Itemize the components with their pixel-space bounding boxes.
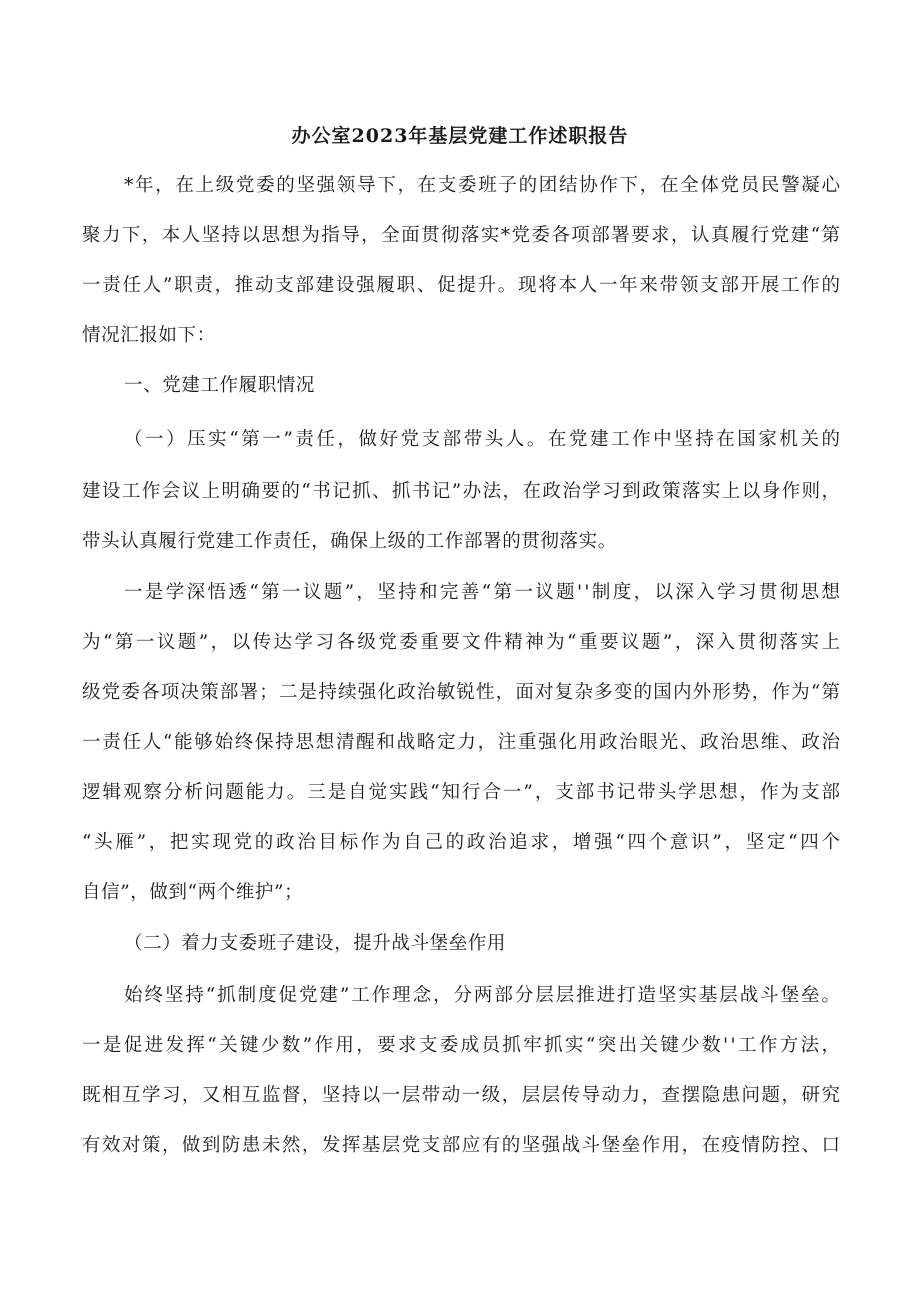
paragraph-line: 一责任人”职责，推动支部建设强履职、促提升。现将本人一年来带领支部开展工作的 <box>82 275 842 296</box>
paragraph-line: *年，在上级党委的坚强领导下，在支委班子的团结协作下，在全体党员民警凝心 <box>124 175 842 196</box>
paragraph-line: 情况汇报如下： <box>82 325 216 346</box>
paragraph-line: 级党委各项决策部署；二是持续强化政治敏锐性，面对复杂多变的国内外形势，作为“第 <box>82 682 842 703</box>
paragraph-line: 逻辑观察分析问题能力。三是自觉实践“知行合一”，支部书记带头学思想，作为支部 <box>82 782 842 803</box>
paragraph-line: 建设工作会议上明确要的“书记抓、抓书记”办法，在政治学习到政策落实上以身作则， <box>82 481 842 502</box>
paragraph-line: 聚力下，本人坚持以思想为指导，全面贯彻落实*党委各项部署要求，认真履行党建“第 <box>82 225 842 246</box>
paragraph-line: 一责任人“能够始终保持思想清醒和战略定力，注重强化用政治眼光、政治思维、政治 <box>82 732 842 753</box>
paragraph-line: 有效对策，做到防患未然，发挥基层党支部应有的坚强战斗堡垒作用，在疫情防控、口 <box>82 1135 842 1156</box>
paragraph-line: 带头认真履行党建工作责任，确保上级的工作部署的贯彻落实。 <box>82 531 617 552</box>
paragraph-line: 既相互学习，又相互监督，坚持以一层带动一级，层层传导动力，查摆隐患问题，研究 <box>82 1085 842 1106</box>
document-title: 办公室2023年基层党建工作述职报告 <box>291 125 629 147</box>
section-heading: 一、党建工作履职情况 <box>124 375 316 396</box>
paragraph-line: 始终坚持“抓制度促党建”工作理念，分两部分层层推进打造坚实基层战斗堡垒。 <box>124 985 842 1006</box>
subsection-heading: （二）着力支委班子建设，提升战斗堡垒作用 <box>124 933 507 954</box>
paragraph-line: 自信”，做到“两个维护”； <box>82 882 304 903</box>
paragraph-line: “头雁”，把实现党的政治目标作为自己的政治追求，增强“四个意识”，坚定“四个 <box>82 832 843 853</box>
paragraph-line: 一是学深悟透“第一议题”，坚持和完善“第一议题''制度，以深入学习贯彻思想 <box>124 582 843 603</box>
paragraph-line: 一是促进发挥“关键少数”作用，要求支委成员抓牢抓实“突出关键少数''工作方法， <box>82 1035 843 1056</box>
paragraph-line: 为“第一议题”，以传达学习各级党委重要文件精神为“重要议题”，深入贯彻落实上 <box>82 632 843 653</box>
subsection-heading: （一）压实“第一”责任，做好党支部带头人。在党建工作中坚持在国家机关的 <box>124 429 843 450</box>
